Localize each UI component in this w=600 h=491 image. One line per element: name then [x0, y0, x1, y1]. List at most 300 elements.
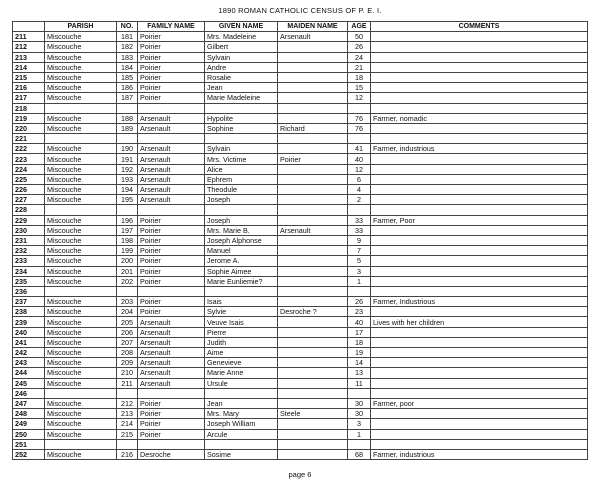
- entry-number-cell: 197: [117, 225, 138, 235]
- age-cell: 5: [348, 256, 371, 266]
- comments-cell: [371, 429, 588, 439]
- age-cell: 12: [348, 93, 371, 103]
- parish-cell: [45, 286, 117, 296]
- table-row: [13, 409, 588, 419]
- age-cell: [348, 388, 371, 398]
- given-name-cell: Rosalie: [205, 72, 278, 82]
- row-number-cell: 222: [13, 144, 45, 154]
- entry-number-cell: 205: [117, 317, 138, 327]
- row-number-cell: 231: [13, 235, 45, 245]
- comments-cell: [371, 409, 588, 419]
- maiden-name-cell: [278, 429, 348, 439]
- given-name-cell: Veuve Isais: [205, 317, 278, 327]
- given-name-cell: Joseph William: [205, 419, 278, 429]
- family-name-cell: [138, 439, 205, 449]
- given-name-cell: Hypolite: [205, 113, 278, 123]
- family-name-cell: Poirier: [138, 215, 205, 225]
- table-row: [13, 235, 588, 245]
- family-name-cell: Arsenault: [138, 327, 205, 337]
- entry-number-cell: 181: [117, 32, 138, 42]
- given-name-cell: [205, 286, 278, 296]
- entry-number-cell: 182: [117, 42, 138, 52]
- table-row: [13, 388, 588, 398]
- comments-cell: [371, 42, 588, 52]
- row-number-cell: 219: [13, 113, 45, 123]
- row-number-cell: 214: [13, 62, 45, 72]
- row-number-cell: 211: [13, 32, 45, 42]
- maiden-name-cell: [278, 185, 348, 195]
- header-given-name: GIVEN NAME: [205, 22, 278, 32]
- entry-number-cell: [117, 205, 138, 215]
- family-name-cell: Poirier: [138, 246, 205, 256]
- maiden-name-cell: [278, 266, 348, 276]
- entry-number-cell: 199: [117, 246, 138, 256]
- age-cell: 12: [348, 164, 371, 174]
- parish-cell: Miscouche: [45, 185, 117, 195]
- entry-number-cell: [117, 134, 138, 144]
- comments-cell: [371, 256, 588, 266]
- maiden-name-cell: [278, 419, 348, 429]
- maiden-name-cell: [278, 246, 348, 256]
- comments-cell: [371, 72, 588, 82]
- row-number-cell: 216: [13, 83, 45, 93]
- table-row: [13, 449, 588, 459]
- given-name-cell: Mrs. Victime: [205, 154, 278, 164]
- entry-number-cell: 213: [117, 409, 138, 419]
- document-title: 1890 ROMAN CATHOLIC CENSUS OF P. E. I.: [218, 6, 382, 15]
- row-number-cell: 234: [13, 266, 45, 276]
- table-row: [13, 93, 588, 103]
- parish-cell: Miscouche: [45, 246, 117, 256]
- comments-cell: [371, 246, 588, 256]
- family-name-cell: Poirier: [138, 297, 205, 307]
- row-number-cell: 220: [13, 123, 45, 133]
- parish-cell: Miscouche: [45, 174, 117, 184]
- comments-cell: Farmer, industrious: [371, 449, 588, 459]
- table-row: [13, 307, 588, 317]
- maiden-name-cell: [278, 348, 348, 358]
- parish-cell: Miscouche: [45, 337, 117, 347]
- table-row: [13, 164, 588, 174]
- parish-cell: Miscouche: [45, 215, 117, 225]
- parish-cell: Miscouche: [45, 398, 117, 408]
- comments-cell: Farmer, industrious: [371, 144, 588, 154]
- comments-cell: [371, 154, 588, 164]
- age-cell: 33: [348, 225, 371, 235]
- family-name-cell: Arsenault: [138, 378, 205, 388]
- table-row: [13, 439, 588, 449]
- family-name-cell: Arsenault: [138, 113, 205, 123]
- maiden-name-cell: Poirier: [278, 154, 348, 164]
- row-number-cell: 249: [13, 419, 45, 429]
- age-cell: 3: [348, 266, 371, 276]
- comments-cell: [371, 368, 588, 378]
- maiden-name-cell: [278, 164, 348, 174]
- family-name-cell: Arsenault: [138, 337, 205, 347]
- maiden-name-cell: [278, 215, 348, 225]
- family-name-cell: [138, 134, 205, 144]
- comments-cell: [371, 388, 588, 398]
- entry-number-cell: 187: [117, 93, 138, 103]
- age-cell: 19: [348, 348, 371, 358]
- age-cell: 23: [348, 307, 371, 317]
- parish-cell: Miscouche: [45, 72, 117, 82]
- family-name-cell: Poirier: [138, 83, 205, 93]
- parish-cell: Miscouche: [45, 93, 117, 103]
- maiden-name-cell: [278, 317, 348, 327]
- maiden-name-cell: [278, 297, 348, 307]
- family-name-cell: Arsenault: [138, 195, 205, 205]
- given-name-cell: Sylvie: [205, 307, 278, 317]
- family-name-cell: Arsenault: [138, 368, 205, 378]
- entry-number-cell: [117, 439, 138, 449]
- parish-cell: [45, 388, 117, 398]
- family-name-cell: Poirier: [138, 72, 205, 82]
- parish-cell: Miscouche: [45, 195, 117, 205]
- row-number-cell: 215: [13, 72, 45, 82]
- age-cell: 21: [348, 62, 371, 72]
- row-number-cell: 246: [13, 388, 45, 398]
- parish-cell: Miscouche: [45, 307, 117, 317]
- family-name-cell: Poirier: [138, 256, 205, 266]
- row-number-cell: 228: [13, 205, 45, 215]
- maiden-name-cell: [278, 449, 348, 459]
- given-name-cell: Ephrem: [205, 174, 278, 184]
- maiden-name-cell: [278, 52, 348, 62]
- table-row: [13, 286, 588, 296]
- table-row: [13, 123, 588, 133]
- table-row: [13, 398, 588, 408]
- given-name-cell: Isais: [205, 297, 278, 307]
- table-row: [13, 246, 588, 256]
- entry-number-cell: 198: [117, 235, 138, 245]
- age-cell: 17: [348, 327, 371, 337]
- row-number-cell: 225: [13, 174, 45, 184]
- table-row: [13, 144, 588, 154]
- age-cell: 68: [348, 449, 371, 459]
- comments-cell: [371, 195, 588, 205]
- entry-number-cell: 211: [117, 378, 138, 388]
- parish-cell: Miscouche: [45, 42, 117, 52]
- table-row: [13, 276, 588, 286]
- comments-cell: [371, 32, 588, 42]
- parish-cell: Miscouche: [45, 154, 117, 164]
- comments-cell: [371, 103, 588, 113]
- given-name-cell: Sophine: [205, 123, 278, 133]
- age-cell: 14: [348, 358, 371, 368]
- maiden-name-cell: [278, 286, 348, 296]
- comments-cell: [371, 337, 588, 347]
- page-number: page 6: [288, 470, 312, 479]
- table-row: [13, 327, 588, 337]
- parish-cell: Miscouche: [45, 276, 117, 286]
- header-row-number: [13, 22, 45, 32]
- maiden-name-cell: [278, 358, 348, 368]
- parish-cell: Miscouche: [45, 348, 117, 358]
- comments-cell: Farmer, Industrious: [371, 297, 588, 307]
- parish-cell: Miscouche: [45, 378, 117, 388]
- maiden-name-cell: Arsenault: [278, 225, 348, 235]
- entry-number-cell: [117, 388, 138, 398]
- family-name-cell: Arsenault: [138, 164, 205, 174]
- comments-cell: [371, 185, 588, 195]
- family-name-cell: Poirier: [138, 276, 205, 286]
- age-cell: 4: [348, 185, 371, 195]
- comments-cell: [371, 307, 588, 317]
- family-name-cell: Arsenault: [138, 185, 205, 195]
- family-name-cell: Poirier: [138, 307, 205, 317]
- given-name-cell: Mrs. Marie B.: [205, 225, 278, 235]
- given-name-cell: Jean: [205, 398, 278, 408]
- parish-cell: Miscouche: [45, 297, 117, 307]
- family-name-cell: Poirier: [138, 409, 205, 419]
- family-name-cell: Poirier: [138, 225, 205, 235]
- entry-number-cell: 194: [117, 185, 138, 195]
- table-row: [13, 429, 588, 439]
- age-cell: 7: [348, 246, 371, 256]
- row-number-cell: 244: [13, 368, 45, 378]
- maiden-name-cell: Richard: [278, 123, 348, 133]
- header-row: [13, 22, 588, 32]
- row-number-cell: 236: [13, 286, 45, 296]
- parish-cell: Miscouche: [45, 123, 117, 133]
- entry-number-cell: 192: [117, 164, 138, 174]
- row-number-cell: 224: [13, 164, 45, 174]
- given-name-cell: Sylvain: [205, 144, 278, 154]
- entry-number-cell: 183: [117, 52, 138, 62]
- given-name-cell: Ursule: [205, 378, 278, 388]
- row-number-cell: 240: [13, 327, 45, 337]
- age-cell: [348, 134, 371, 144]
- table-row: [13, 154, 588, 164]
- given-name-cell: Theodule: [205, 185, 278, 195]
- maiden-name-cell: [278, 378, 348, 388]
- age-cell: 6: [348, 174, 371, 184]
- maiden-name-cell: [278, 439, 348, 449]
- row-number-cell: 213: [13, 52, 45, 62]
- row-number-cell: 212: [13, 42, 45, 52]
- age-cell: 30: [348, 398, 371, 408]
- parish-cell: Miscouche: [45, 327, 117, 337]
- age-cell: 1: [348, 276, 371, 286]
- maiden-name-cell: [278, 337, 348, 347]
- entry-number-cell: 210: [117, 368, 138, 378]
- parish-cell: [45, 134, 117, 144]
- row-number-cell: 217: [13, 93, 45, 103]
- parish-cell: Miscouche: [45, 256, 117, 266]
- family-name-cell: Poirier: [138, 429, 205, 439]
- comments-cell: [371, 439, 588, 449]
- maiden-name-cell: [278, 276, 348, 286]
- maiden-name-cell: [278, 368, 348, 378]
- parish-cell: Miscouche: [45, 317, 117, 327]
- row-number-cell: 226: [13, 185, 45, 195]
- parish-cell: [45, 205, 117, 215]
- row-number-cell: 247: [13, 398, 45, 408]
- family-name-cell: Arsenault: [138, 123, 205, 133]
- entry-number-cell: 204: [117, 307, 138, 317]
- entry-number-cell: [117, 286, 138, 296]
- maiden-name-cell: [278, 134, 348, 144]
- maiden-name-cell: [278, 205, 348, 215]
- given-name-cell: Jean: [205, 83, 278, 93]
- header-comments: COMMENTS: [371, 22, 588, 32]
- row-number-cell: 238: [13, 307, 45, 317]
- maiden-name-cell: [278, 62, 348, 72]
- row-number-cell: 248: [13, 409, 45, 419]
- given-name-cell: Marie Eunliemie?: [205, 276, 278, 286]
- family-name-cell: [138, 286, 205, 296]
- row-number-cell: 243: [13, 358, 45, 368]
- table-row: [13, 348, 588, 358]
- parish-cell: Miscouche: [45, 144, 117, 154]
- parish-cell: Miscouche: [45, 266, 117, 276]
- maiden-name-cell: [278, 195, 348, 205]
- table-row: [13, 195, 588, 205]
- header-family-name: FAMILY NAME: [138, 22, 205, 32]
- comments-cell: [371, 266, 588, 276]
- parish-cell: Miscouche: [45, 419, 117, 429]
- given-name-cell: Alice: [205, 164, 278, 174]
- given-name-cell: Joseph: [205, 195, 278, 205]
- age-cell: 9: [348, 235, 371, 245]
- family-name-cell: Poirier: [138, 398, 205, 408]
- age-cell: 33: [348, 215, 371, 225]
- age-cell: 76: [348, 113, 371, 123]
- comments-cell: [371, 62, 588, 72]
- age-cell: 18: [348, 337, 371, 347]
- header-maiden-name: MAIDEN NAME: [278, 22, 348, 32]
- maiden-name-cell: [278, 388, 348, 398]
- family-name-cell: Poirier: [138, 419, 205, 429]
- given-name-cell: Aime: [205, 348, 278, 358]
- age-cell: 13: [348, 368, 371, 378]
- entry-number-cell: 200: [117, 256, 138, 266]
- maiden-name-cell: [278, 174, 348, 184]
- age-cell: 40: [348, 317, 371, 327]
- entry-number-cell: 195: [117, 195, 138, 205]
- row-number-cell: 245: [13, 378, 45, 388]
- entry-number-cell: 207: [117, 337, 138, 347]
- given-name-cell: Pierre: [205, 327, 278, 337]
- given-name-cell: Manuel: [205, 246, 278, 256]
- row-number-cell: 218: [13, 103, 45, 113]
- family-name-cell: Arsenault: [138, 317, 205, 327]
- given-name-cell: [205, 205, 278, 215]
- family-name-cell: Arsenault: [138, 154, 205, 164]
- entry-number-cell: 203: [117, 297, 138, 307]
- family-name-cell: Arsenault: [138, 358, 205, 368]
- comments-cell: [371, 164, 588, 174]
- table-row: [13, 83, 588, 93]
- entry-number-cell: 202: [117, 276, 138, 286]
- maiden-name-cell: [278, 113, 348, 123]
- age-cell: 30: [348, 409, 371, 419]
- table-row: [13, 134, 588, 144]
- entry-number-cell: 201: [117, 266, 138, 276]
- family-name-cell: Poirier: [138, 62, 205, 72]
- age-cell: 76: [348, 123, 371, 133]
- row-number-cell: 241: [13, 337, 45, 347]
- entry-number-cell: 188: [117, 113, 138, 123]
- given-name-cell: Gilbert: [205, 42, 278, 52]
- given-name-cell: [205, 388, 278, 398]
- age-cell: 3: [348, 419, 371, 429]
- row-number-cell: 223: [13, 154, 45, 164]
- maiden-name-cell: [278, 83, 348, 93]
- given-name-cell: Joseph Alphonse: [205, 235, 278, 245]
- comments-cell: [371, 235, 588, 245]
- given-name-cell: Sylvain: [205, 52, 278, 62]
- maiden-name-cell: [278, 398, 348, 408]
- given-name-cell: [205, 103, 278, 113]
- table-row: [13, 103, 588, 113]
- maiden-name-cell: Steele: [278, 409, 348, 419]
- maiden-name-cell: [278, 256, 348, 266]
- entry-number-cell: 216: [117, 449, 138, 459]
- table-row: [13, 337, 588, 347]
- family-name-cell: Poirier: [138, 52, 205, 62]
- given-name-cell: Joseph: [205, 215, 278, 225]
- table-row: [13, 368, 588, 378]
- maiden-name-cell: Arsenault: [278, 32, 348, 42]
- table-row: [13, 225, 588, 235]
- table-row: [13, 72, 588, 82]
- row-number-cell: 235: [13, 276, 45, 286]
- parish-cell: Miscouche: [45, 429, 117, 439]
- table-row: [13, 266, 588, 276]
- given-name-cell: Arcule: [205, 429, 278, 439]
- table-row: [13, 52, 588, 62]
- age-cell: 26: [348, 42, 371, 52]
- table-row: [13, 174, 588, 184]
- entry-number-cell: 189: [117, 123, 138, 133]
- census-table: [12, 21, 588, 460]
- given-name-cell: Jerome A.: [205, 256, 278, 266]
- age-cell: [348, 205, 371, 215]
- table-row: [13, 317, 588, 327]
- given-name-cell: Genevieve: [205, 358, 278, 368]
- maiden-name-cell: [278, 93, 348, 103]
- comments-cell: [371, 358, 588, 368]
- row-number-cell: 242: [13, 348, 45, 358]
- age-cell: 1: [348, 429, 371, 439]
- age-cell: 41: [348, 144, 371, 154]
- parish-cell: Miscouche: [45, 113, 117, 123]
- comments-cell: Farmer, poor: [371, 398, 588, 408]
- entry-number-cell: 186: [117, 83, 138, 93]
- parish-cell: Miscouche: [45, 409, 117, 419]
- family-name-cell: Poirier: [138, 42, 205, 52]
- family-name-cell: Arsenault: [138, 348, 205, 358]
- entry-number-cell: 185: [117, 72, 138, 82]
- maiden-name-cell: [278, 103, 348, 113]
- entry-number-cell: [117, 103, 138, 113]
- family-name-cell: Arsenault: [138, 174, 205, 184]
- parish-cell: Miscouche: [45, 225, 117, 235]
- parish-cell: Miscouche: [45, 83, 117, 93]
- age-cell: 26: [348, 297, 371, 307]
- comments-cell: [371, 286, 588, 296]
- given-name-cell: Mrs. Mary: [205, 409, 278, 419]
- entry-number-cell: 190: [117, 144, 138, 154]
- comments-cell: [371, 174, 588, 184]
- family-name-cell: Poirier: [138, 93, 205, 103]
- row-number-cell: 252: [13, 449, 45, 459]
- maiden-name-cell: [278, 327, 348, 337]
- given-name-cell: Judith: [205, 337, 278, 347]
- row-number-cell: 251: [13, 439, 45, 449]
